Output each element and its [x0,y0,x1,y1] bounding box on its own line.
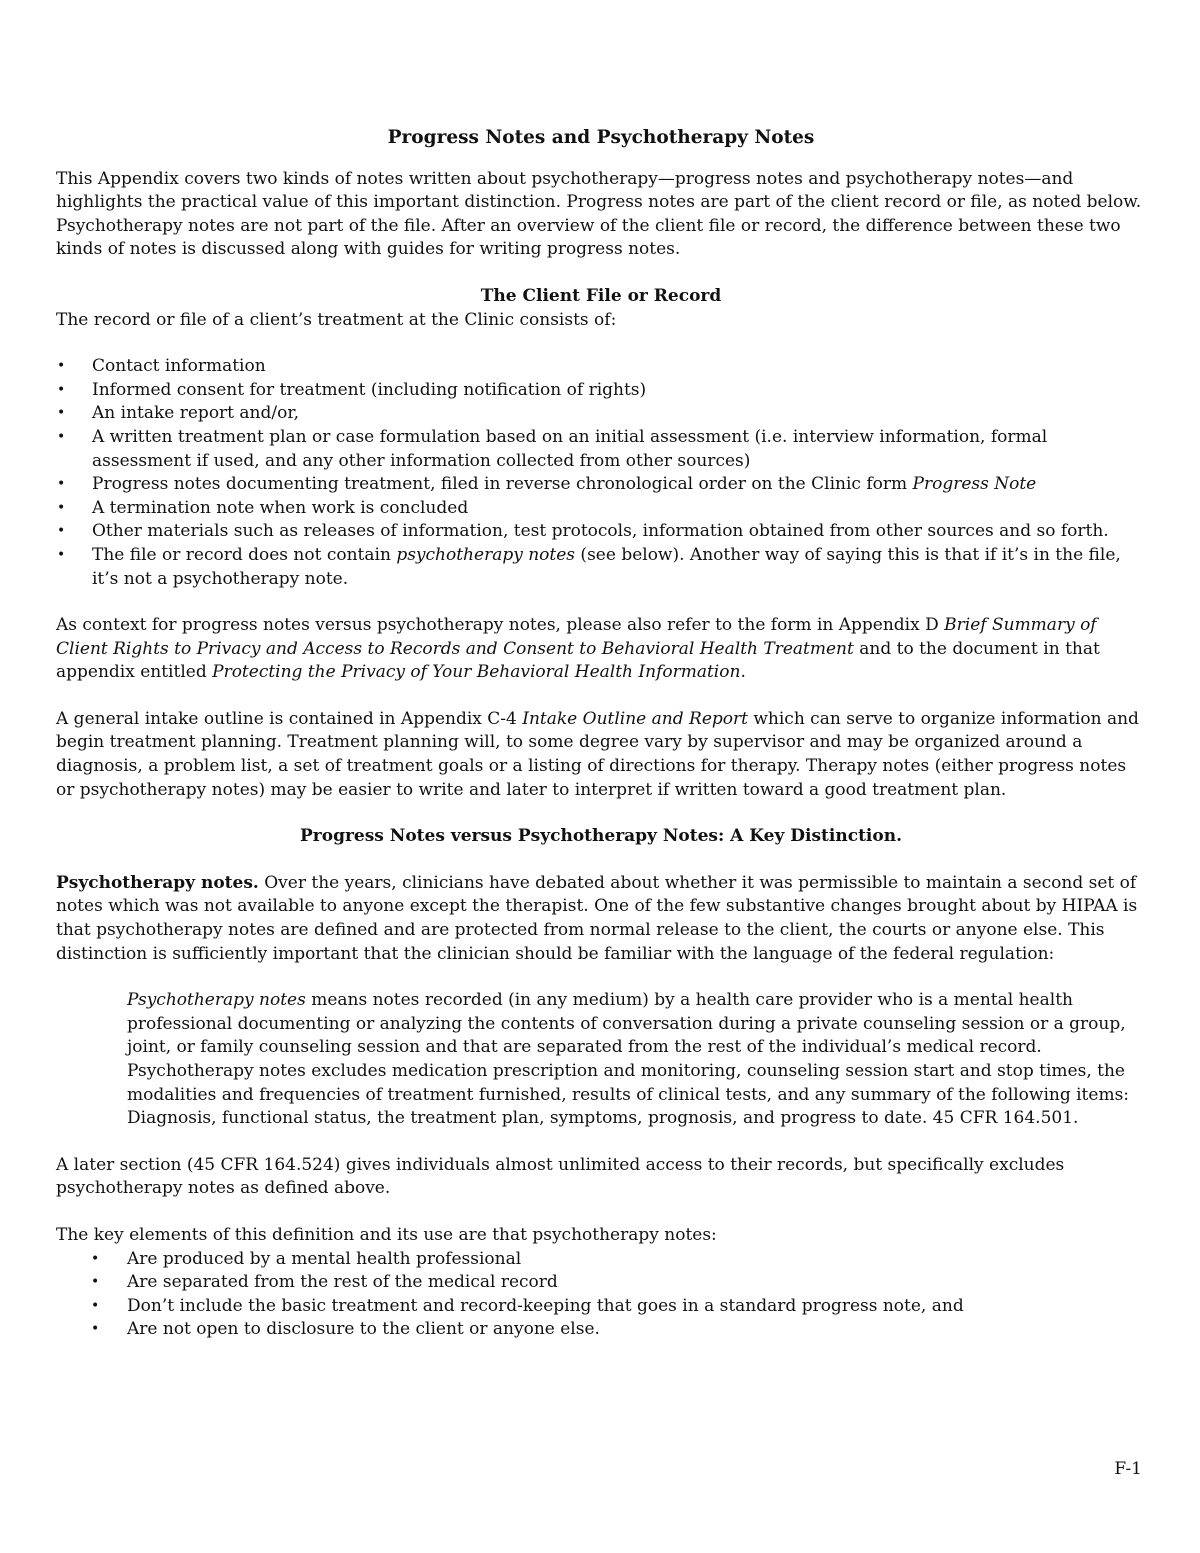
page-title: Progress Notes and Psychotherapy Notes [387,127,815,148]
intake-paragraph: A general intake outline is contained in Appendix C-4 Intake Outline and Report which can serve to organize information and begin treatment planning. Treatment planning will, to some degree vary by supervisor and may be organized around a diagnosis, a problem list, a set of treatment goals or a listing of directions for therapy. Therapy notes (either progress notes or psychotherapy notes) may be easier to write and later to interpret if written toward a good treatment plan. [56,708,1139,800]
client-file-lead: The record or file of a client’s treatment at the Clinic consists of: [56,309,617,330]
list-item: • Informed consent for treatment (including notification of rights) [56,379,1146,403]
bullet-icon: • [57,523,66,540]
bullet-icon: • [57,428,66,445]
form-name-italic: Progress Note [912,474,1037,495]
client-file-list [56,355,1146,591]
list-item: • A written treatment plan or case formulation based on an initial assessment (i.e. interview information, formal assessment if used, and any other information collected from other sources) [57,426,1048,471]
key-elements-lead: The key elements of this definition and its use are that psychotherapy notes: [56,1224,717,1245]
bullet-icon: • [57,381,66,398]
context-paragraph: As context for progress notes versus psychotherapy notes, please also refer to the form in Appendix D Brief Summary of Client Rights to Privacy and Access to Records and Consent to Behavioral Health Treatment and to the document in that appendix entitled Protecting the Privacy of Your Behavioral Health Information. [56,615,1100,683]
document-body [56,126,1146,1342]
section-heading-key-distinction: Progress Notes versus Psychotherapy Notes: A Key Distinction. [299,826,903,847]
psychotherapy-notes-paragraph: Psychotherapy notes. Over the years, clinicians have debated about whether it was permissible to maintain a second set of notes which was not available to anyone except the therapist. One of the few substantive changes brought about by HIPAA is that psychotherapy notes are defined and are protected from normal release to the client, the courts or anyone else. This distinction is sufficiently important that the clinician should be familiar with the language of the federal regulation: [56,872,1138,964]
page-number: F-1 [1114,1459,1142,1479]
list-item: • An intake report and/or, [56,402,1146,426]
bullet-icon: • [91,1321,100,1338]
bullet-icon: • [57,476,66,493]
list-item: • Don’t include the basic treatment and record-keeping that goes in a standard progress note, and [56,1295,1146,1319]
list-item: • A termination note when work is concluded [56,497,1146,521]
list-item: • Progress notes documenting treatment, filed in reverse chronological order on the Clinic form Progress Note [56,473,1146,497]
list-item: • Are separated from the rest of the medical record [56,1271,1146,1295]
bullet-icon: • [91,1274,100,1291]
list-item: • Are produced by a mental health professional [56,1248,1146,1272]
bullet-icon: • [91,1297,100,1314]
list-item: • Other materials such as releases of information, test protocols, information obtained from other sources and so forth. [56,520,1146,544]
list-item: • The file or record does not contain psychotherapy notes (see below). Another way of saying this is that if it’s in the file, it’s not a psychotherapy note. [57,544,1121,589]
bullet-icon: • [57,499,66,516]
bullet-icon: • [57,546,66,563]
bullet-icon: • [91,1250,100,1267]
bullet-icon: • [57,405,66,422]
regulation-quote: Psychotherapy notes means notes recorded (in any medium) by a health care provider who is a mental health professional documenting or analyzing the contents of conversation during a private counseling session or a group, joint, or family counseling session and that are separated from the rest of the individual’s medical record. Psychotherapy notes excludes medication prescription and monitoring, counseling session start and stop times, the modalities and frequencies of treatment furnished, results of clinical tests, and any summary of the following items: Diagnosis, functional status, the treatment plan, symptoms, prognosis, and progress to date. 45 CFR 164.501. [127,990,1130,1129]
key-elements-list [56,1248,1146,1342]
section-heading-client-file: The Client File or Record [480,285,722,306]
later-section-paragraph: A later section (45 CFR 164.524) gives individuals almost unlimited access to their records, but specifically excludes psychotherapy notes as defined above. [56,1154,1065,1199]
bullet-icon: • [57,358,66,375]
intro-paragraph: This Appendix covers two kinds of notes written about psychotherapy—progress notes and psychotherapy notes—and highlights the practical value of this important distinction. Progress notes are part of the client record or file, as noted below. Psychotherapy notes are not part of the file. After an overview of the client file or record, the difference between these two kinds of notes is discussed along with guides for writing progress notes. [56,168,1142,260]
list-item: • Contact information [56,355,1146,379]
list-item: • Are not open to disclosure to the client or anyone else. [56,1318,1146,1342]
